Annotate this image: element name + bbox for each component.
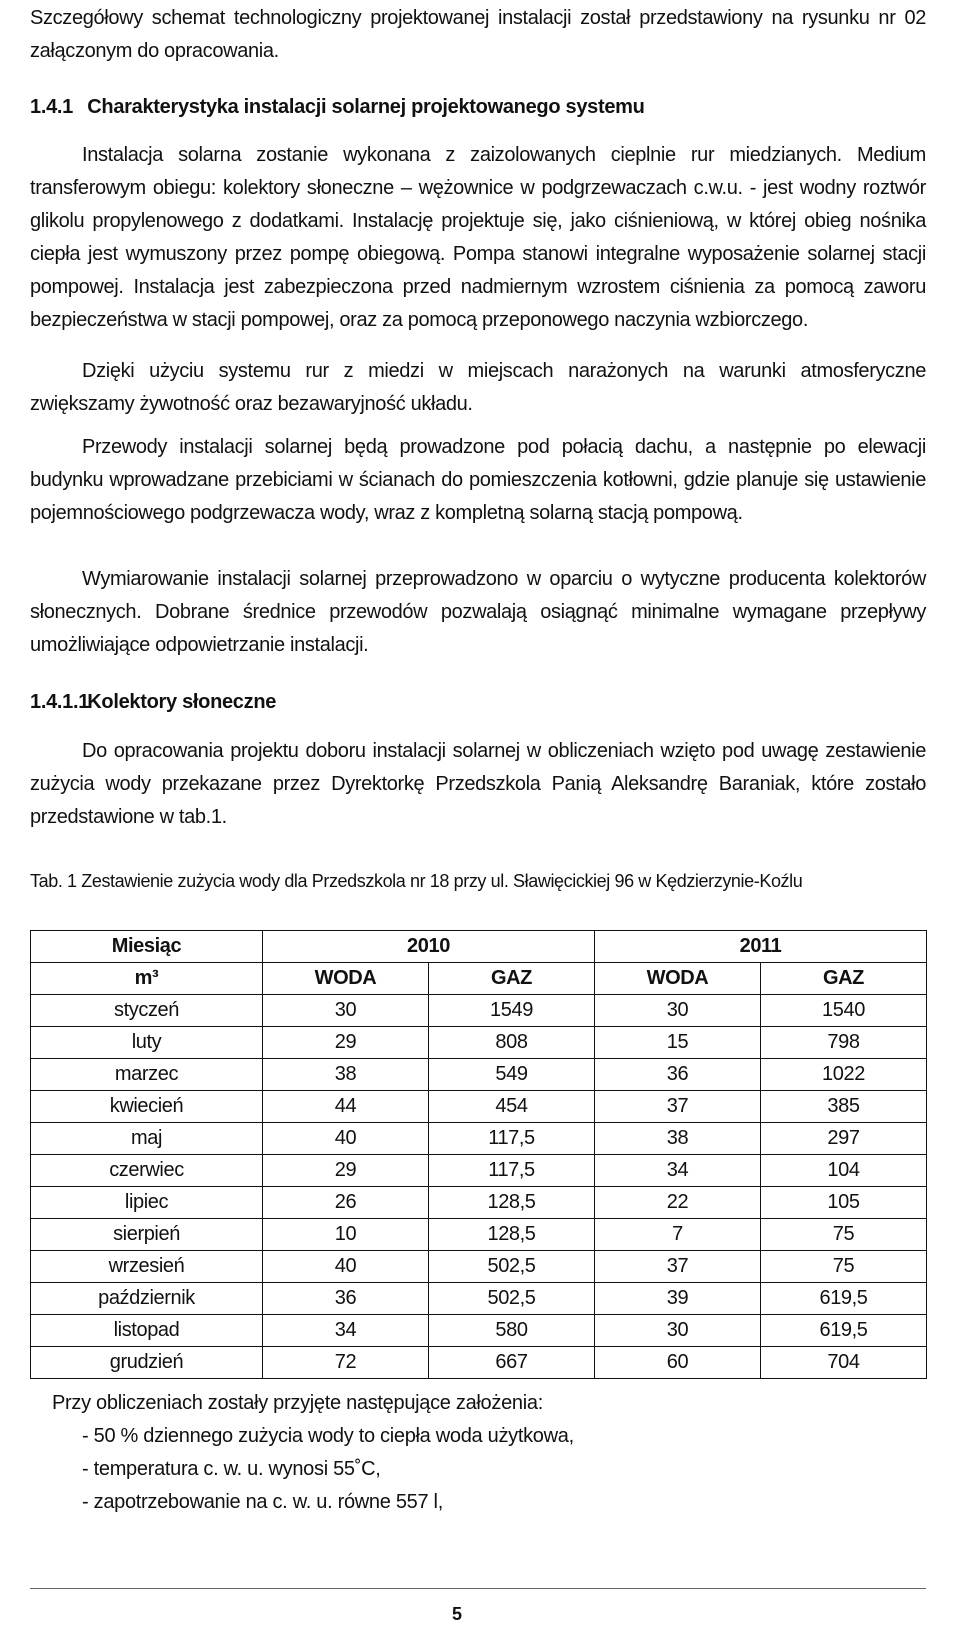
month-cell: wrzesień [31,1251,263,1283]
assumption-item: - zapotrzebowanie na c. w. u. równe 557 l, [82,1491,443,1513]
value-cell: 36 [263,1283,429,1315]
value-cell: 1549 [429,995,595,1027]
month-cell: marzec [31,1059,263,1091]
header-cell-gas-2011: GAZ [761,963,927,995]
value-cell: 26 [263,1187,429,1219]
header-cell-gas-2010: GAZ [429,963,595,995]
value-cell: 75 [761,1251,927,1283]
value-cell: 117,5 [429,1155,595,1187]
value-cell: 619,5 [761,1283,927,1315]
page-number: 5 [452,1604,463,1624]
value-cell: 128,5 [429,1187,595,1219]
assumption-item: - temperatura c. w. u. wynosi 55˚C, [82,1458,381,1480]
value-cell: 44 [263,1091,429,1123]
value-cell: 105 [761,1187,927,1219]
value-cell: 798 [761,1027,927,1059]
value-cell: 38 [263,1059,429,1091]
month-cell: listopad [31,1315,263,1347]
value-cell: 40 [263,1123,429,1155]
value-cell: 37 [595,1091,761,1123]
table-row [31,1315,927,1347]
assumptions-intro: Przy obliczeniach zostały przyjęte następujące założenia: [52,1392,543,1414]
month-cell: luty [31,1027,263,1059]
value-cell: 30 [263,995,429,1027]
value-cell: 30 [595,995,761,1027]
value-cell: 297 [761,1123,927,1155]
value-cell: 40 [263,1251,429,1283]
header-cell-2011: 2011 [595,931,927,963]
value-cell: 37 [595,1251,761,1283]
value-cell: 15 [595,1027,761,1059]
month-cell: kwiecień [31,1091,263,1123]
water-usage-table [30,930,927,1379]
table-header-row-years [31,931,927,963]
value-cell: 7 [595,1219,761,1251]
value-cell: 30 [595,1315,761,1347]
subsection-paragraph: Do opracowania projektu doboru instalacji solarnej w obliczeniach wzięto pod uwagę zestawienie zużycia wody przekazane przez Dyrektorkę Przedszkola Panią Aleksandrę Baraniak, które zostało przedstawione w tab.1. [30,740,926,828]
value-cell: 34 [595,1155,761,1187]
month-cell: lipiec [31,1187,263,1219]
value-cell: 29 [263,1155,429,1187]
header-cell-water-2011: WODA [595,963,761,995]
value-cell: 549 [429,1059,595,1091]
value-cell: 667 [429,1347,595,1379]
table-header-row-media [31,963,927,995]
table-row [31,1027,927,1059]
value-cell: 39 [595,1283,761,1315]
table-row [31,1283,927,1315]
value-cell: 128,5 [429,1219,595,1251]
value-cell: 38 [595,1123,761,1155]
value-cell: 502,5 [429,1251,595,1283]
value-cell: 808 [429,1027,595,1059]
value-cell: 580 [429,1315,595,1347]
value-cell: 1022 [761,1059,927,1091]
assumption-item: - 50 % dziennego zużycia wody to ciepła woda użytkowa, [82,1425,574,1447]
header-cell-unit: m³ [31,963,263,995]
value-cell: 36 [595,1059,761,1091]
table-row [31,1219,927,1251]
table-row [31,1155,927,1187]
value-cell: 10 [263,1219,429,1251]
table-row [31,1251,927,1283]
value-cell: 704 [761,1347,927,1379]
value-cell: 385 [761,1091,927,1123]
value-cell: 29 [263,1027,429,1059]
value-cell: 1540 [761,995,927,1027]
value-cell: 22 [595,1187,761,1219]
value-cell: 117,5 [429,1123,595,1155]
section-paragraph-1: Instalacja solarna zostanie wykonana z zaizolowanych cieplnie rur miedzianych. Medium transferowym obiegu: kolektory słoneczne – wężownice w podgrzewaczach c.w.u. - jest wodny roztwór glikolu propylenowego z dodatkami. Instalację projektuje się, jako ciśnieniową, w której obieg nośnika ciepła jest wymuszony przez pompę obiegową. Pompa stanowi integralne wyposażenie solarnej stacji pompowej. Instalacja jest zabezpieczona przed nadmiernym wzrostem ciśnienia za pomocą zaworu bezpieczeństwa w stacji pompowej, oraz za pomocą przeponowego naczynia wzbiorczego. [30,144,926,331]
value-cell: 60 [595,1347,761,1379]
header-cell-month: Miesiąc [31,931,263,963]
value-cell: 619,5 [761,1315,927,1347]
value-cell: 502,5 [429,1283,595,1315]
subsection-title: Kolektory słoneczne [87,691,277,713]
footer-divider [30,1588,926,1589]
value-cell: 34 [263,1315,429,1347]
table-row [31,1091,927,1123]
value-cell: 104 [761,1155,927,1187]
value-cell: 72 [263,1347,429,1379]
section-paragraph-3: Przewody instalacji solarnej będą prowadzone pod połacią dachu, a następnie po elewacji budynku wprowadzane przebiciami w ścianach do pomieszczenia kotłowni, gdzie planuje się ustawienie pojemnościowego podgrzewacza wody, wraz z kompletną solarną stacją pompową. [30,436,926,524]
section-paragraph-4: Wymiarowanie instalacji solarnej przeprowadzono w oparciu o wytyczne producenta kolektorów słonecznych. Dobrane średnice przewodów pozwalają osiągnąć minimalne wymagane przepływy umożliwiające odpowietrzanie instalacji. [30,568,926,656]
header-cell-water-2010: WODA [263,963,429,995]
value-cell: 454 [429,1091,595,1123]
subsection-heading [30,691,276,714]
table-row [31,1059,927,1091]
subsection-number: 1.4.1.1 [30,691,90,713]
table-row [31,1347,927,1379]
section-paragraph-2: Dzięki użyciu systemu rur z miedzi w miejscach narażonych na warunki atmosferyczne zwiększamy żywotność oraz bezawaryjność układu. [30,360,926,415]
value-cell: 75 [761,1219,927,1251]
month-cell: styczeń [31,995,263,1027]
table-row [31,995,927,1027]
table-row [31,1187,927,1219]
section-heading [30,96,645,119]
month-cell: maj [31,1123,263,1155]
header-cell-2010: 2010 [263,931,595,963]
month-cell: grudzień [31,1347,263,1379]
month-cell: sierpień [31,1219,263,1251]
table-row [31,1123,927,1155]
table-caption: Tab. 1 Zestawienie zużycia wody dla Przedszkola nr 18 przy ul. Sławięcickiej 96 w Kędzierzynie-Koźlu [30,871,803,891]
month-cell: czerwiec [31,1155,263,1187]
section-number: 1.4.1 [30,96,73,118]
section-title: Charakterystyka instalacji solarnej projektowanego systemu [87,96,645,118]
intro-paragraph: Szczegółowy schemat technologiczny projektowanej instalacji został przedstawiony na rysunku nr 02 załączonym do opracowania. [30,7,926,62]
assumptions-block [52,1387,574,1519]
month-cell: październik [31,1283,263,1315]
